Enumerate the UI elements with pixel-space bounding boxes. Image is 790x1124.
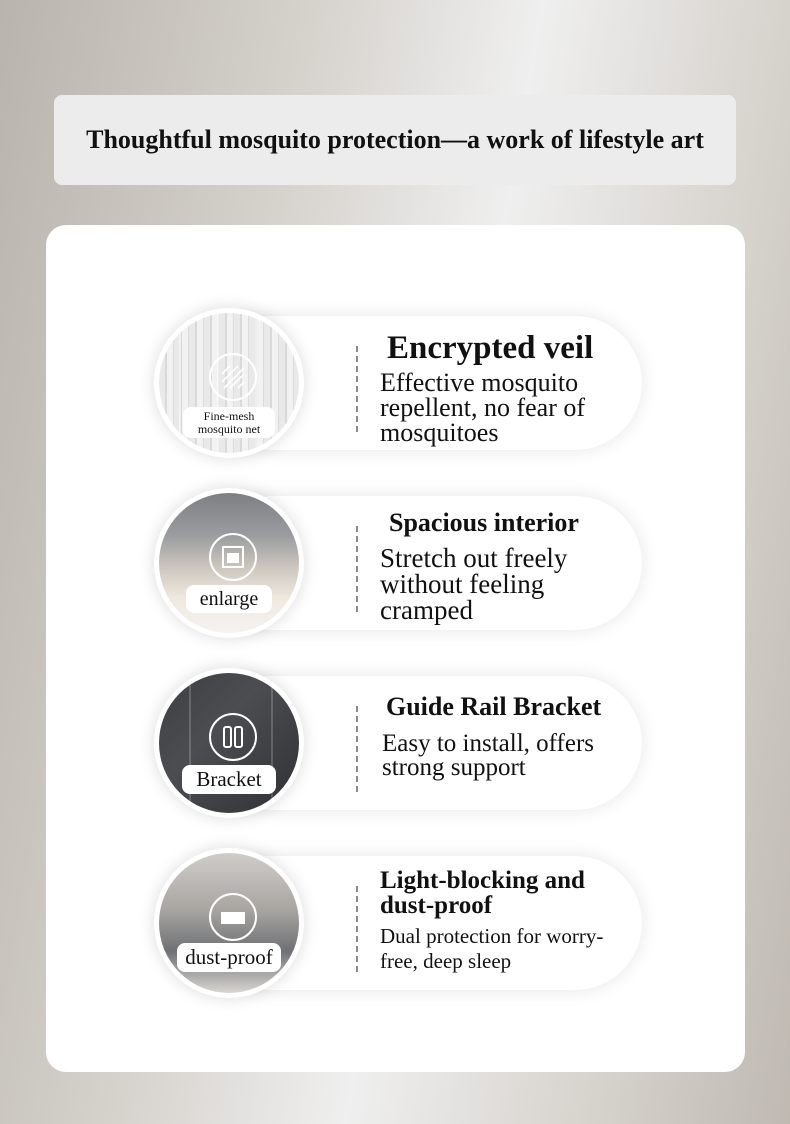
feature-title: Light-blocking and dust-proof xyxy=(380,867,585,919)
feature-photo xyxy=(154,488,304,638)
mesh-icon xyxy=(209,353,257,401)
bracket-icon xyxy=(209,713,257,761)
feature-photo xyxy=(154,308,304,458)
feature-text xyxy=(380,332,634,446)
feature-description: Easy to install, offers strong support xyxy=(382,730,594,781)
feature-photo xyxy=(154,848,304,998)
feature-light-blocking xyxy=(154,848,642,998)
divider xyxy=(356,526,358,612)
page-title: Thoughtful mosquito protection—a work of lifestyle art xyxy=(86,125,704,154)
feature-description: Dual protection for worry-free, deep sleep xyxy=(380,924,604,974)
feature-title: Guide Rail Bracket xyxy=(386,692,602,721)
badge-dust-proof: dust-proof xyxy=(177,943,281,972)
title-banner xyxy=(54,95,736,185)
bedroom-photo xyxy=(159,493,299,633)
canopy-photo xyxy=(159,853,299,993)
feature-text xyxy=(380,868,634,974)
feature-description: Stretch out freely without feeling cramped xyxy=(380,543,568,625)
feature-text xyxy=(380,510,634,624)
feature-description: Effective mosquito repellent, no fear of mosquitoes xyxy=(380,368,586,447)
badge-fine-mesh: Fine-mesh mosquito net xyxy=(183,407,275,438)
feature-guide-rail-bracket xyxy=(154,668,642,818)
divider xyxy=(356,346,358,432)
veil-photo xyxy=(159,313,299,453)
feature-encrypted-veil xyxy=(154,308,642,458)
divider xyxy=(356,886,358,972)
feature-title: Encrypted veil xyxy=(387,330,594,366)
badge-enlarge: enlarge xyxy=(186,585,272,613)
enlarge-icon xyxy=(209,533,257,581)
feature-text xyxy=(380,694,634,780)
rail-photo xyxy=(159,673,299,813)
feature-photo xyxy=(154,668,304,818)
feature-title: Spacious interior xyxy=(389,508,579,537)
dust-proof-icon xyxy=(209,893,257,941)
badge-bracket: Bracket xyxy=(182,765,276,794)
divider xyxy=(356,706,358,792)
feature-spacious-interior xyxy=(154,488,642,638)
